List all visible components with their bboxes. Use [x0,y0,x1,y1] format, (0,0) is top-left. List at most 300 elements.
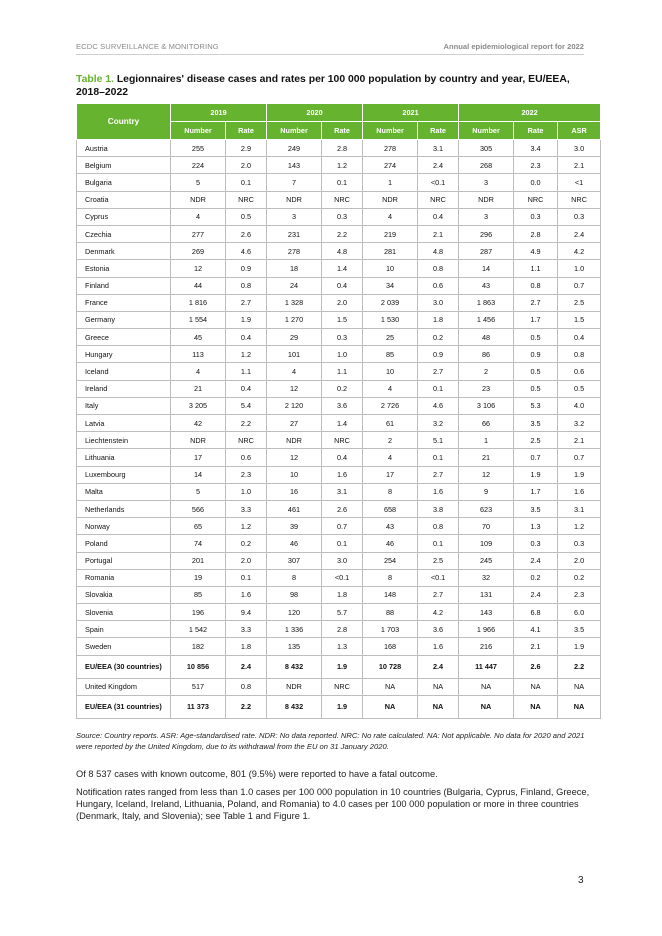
value-cell: 2.4 [514,586,558,603]
country-cell: Slovenia [77,604,171,621]
value-cell: 12 [267,380,322,397]
value-cell: 2.3 [558,586,601,603]
value-cell: 1.9 [322,695,363,718]
value-cell: 1.6 [418,638,459,655]
value-cell: 8 [363,483,418,500]
value-cell: 2.4 [558,225,601,242]
value-cell: <1 [558,174,601,191]
value-cell: 5.7 [322,604,363,621]
value-cell: 1 554 [171,311,226,328]
value-cell: 1 863 [459,294,514,311]
value-cell: 0.6 [418,277,459,294]
country-cell: Romania [77,569,171,586]
value-cell: 1.1 [514,260,558,277]
value-cell: 11 447 [459,655,514,678]
value-cell: 61 [363,415,418,432]
value-cell: 0.4 [322,277,363,294]
header-section-label: ECDC SURVEILLANCE & MONITORING [76,42,219,51]
value-cell: 0.1 [322,535,363,552]
value-cell: 3.0 [558,140,601,157]
value-cell: 4 [363,380,418,397]
value-cell: 1.3 [322,638,363,655]
value-cell: NRC [322,432,363,449]
rate-header: Rate [322,122,363,140]
value-cell: 85 [363,346,418,363]
country-cell: EU/EEA (31 countries) [77,695,171,718]
country-cell: Hungary [77,346,171,363]
table-row [77,586,601,603]
value-cell: 3 205 [171,397,226,414]
value-cell: 1 270 [267,311,322,328]
value-cell: 216 [459,638,514,655]
value-cell: 2 726 [363,397,418,414]
value-cell: 0.8 [226,678,267,695]
country-cell: Iceland [77,363,171,380]
value-cell: 3 [459,174,514,191]
value-cell: 8 [267,569,322,586]
value-cell: 3.4 [514,140,558,157]
value-cell: 461 [267,500,322,517]
table-row [77,329,601,346]
value-cell: 3.0 [418,294,459,311]
table-row [77,140,601,157]
value-cell: 287 [459,243,514,260]
value-cell: 1.6 [418,483,459,500]
table-row [77,380,601,397]
value-cell: 1.8 [322,586,363,603]
value-cell: 2.3 [226,466,267,483]
value-cell: 0.8 [418,518,459,535]
country-cell: Sweden [77,638,171,655]
value-cell: 1.6 [558,483,601,500]
value-cell: 2.2 [322,225,363,242]
value-cell: 2.1 [514,638,558,655]
value-cell: NRC [322,678,363,695]
value-cell: 0.3 [322,329,363,346]
table-title-text: Legionnaires' disease cases and rates per 100 000 population by country and year, EU/EEA, 2018–2022 [76,74,570,98]
value-cell: 1 [459,432,514,449]
value-cell: 1.9 [514,466,558,483]
table-row [77,483,601,500]
value-cell: 2 039 [363,294,418,311]
value-cell: 0.3 [558,535,601,552]
country-cell: Denmark [77,243,171,260]
value-cell: 12 [171,260,226,277]
value-cell: 43 [363,518,418,535]
value-cell: 65 [171,518,226,535]
value-cell: 135 [267,638,322,655]
value-cell: 268 [459,157,514,174]
table-row [77,500,601,517]
value-cell: 85 [171,586,226,603]
table-title-number: Table 1. [76,74,114,85]
value-cell: 1 328 [267,294,322,311]
value-cell: 0.1 [226,569,267,586]
value-cell: 1.2 [322,157,363,174]
value-cell: 8 [363,569,418,586]
table-row [77,621,601,638]
value-cell: 0.5 [558,380,601,397]
asr-header: ASR [558,122,601,140]
table-row [77,346,601,363]
value-cell: 2.4 [514,552,558,569]
table-row [77,604,601,621]
value-cell: 70 [459,518,514,535]
country-cell: Lithuania [77,449,171,466]
table-summary-row [77,695,601,718]
table-row [77,311,601,328]
value-cell: 32 [459,569,514,586]
value-cell: 113 [171,346,226,363]
country-cell: Finland [77,277,171,294]
value-cell: 2.0 [558,552,601,569]
value-cell: 3.1 [418,140,459,157]
value-cell: 46 [363,535,418,552]
value-cell: 148 [363,586,418,603]
country-cell: Malta [77,483,171,500]
value-cell: 0.9 [418,346,459,363]
value-cell: 7 [267,174,322,191]
value-cell: 1.9 [558,466,601,483]
value-cell: 1.7 [514,311,558,328]
value-cell: 3.8 [418,500,459,517]
value-cell: 1.7 [514,483,558,500]
value-cell: 278 [267,243,322,260]
value-cell: 1.4 [322,415,363,432]
value-cell: 1.1 [322,363,363,380]
value-cell: 0.8 [514,277,558,294]
value-cell: 3.1 [558,500,601,517]
value-cell: 4.8 [322,243,363,260]
value-cell: 4.2 [418,604,459,621]
value-cell: 10 [363,260,418,277]
value-cell: 23 [459,380,514,397]
value-cell: 10 [267,466,322,483]
value-cell: 1 816 [171,294,226,311]
value-cell: 245 [459,552,514,569]
value-cell: 1.9 [226,311,267,328]
value-cell: 1.4 [322,260,363,277]
table-row [77,191,601,208]
value-cell: 0.3 [558,208,601,225]
country-cell: Greece [77,329,171,346]
country-cell: United Kingdom [77,678,171,695]
value-cell: 0.6 [558,363,601,380]
value-cell: 1.6 [226,586,267,603]
value-cell: 4.6 [418,397,459,414]
value-cell: 623 [459,500,514,517]
value-cell: 3.2 [558,415,601,432]
table-row [77,466,601,483]
notification-rates-paragraph: Notification rates ranged from less than 1.0 cases per 100 000 population in 10 countries (Bulgaria, Cyprus, Finland, Greece, Hungary, Iceland, Ireland, Lithuania, Poland, and Romania) to 4.0 cases per 100 000 population or more in three countries (Denmark, Italy, and Slovenia); see Table 1 and Figure 1. [76,787,590,822]
value-cell: 0.5 [514,329,558,346]
value-cell: 0.4 [558,329,601,346]
country-cell: Slovakia [77,586,171,603]
value-cell: 0.2 [322,380,363,397]
country-cell: Portugal [77,552,171,569]
country-cell: Germany [77,311,171,328]
value-cell: 46 [267,535,322,552]
value-cell: 1.0 [558,260,601,277]
page-header [76,40,584,55]
year-header-2019: 2019 [171,104,267,122]
value-cell: 1.2 [226,346,267,363]
table-row [77,243,601,260]
value-cell: 5.3 [514,397,558,414]
country-cell: Bulgaria [77,174,171,191]
table-row [77,432,601,449]
value-cell: 34 [363,277,418,294]
value-cell: 2.1 [558,157,601,174]
value-cell: 1.8 [418,311,459,328]
value-cell: 48 [459,329,514,346]
value-cell: 0.8 [558,346,601,363]
year-header-2022: 2022 [459,104,601,122]
value-cell: 14 [171,466,226,483]
value-cell: 182 [171,638,226,655]
value-cell: 2.7 [418,586,459,603]
value-cell: 1.9 [558,638,601,655]
value-cell: <0.1 [418,569,459,586]
value-cell: 18 [267,260,322,277]
value-cell: NA [514,678,558,695]
rate-header: Rate [514,122,558,140]
value-cell: 5.1 [418,432,459,449]
value-cell: 278 [363,140,418,157]
value-cell: NA [363,678,418,695]
value-cell: 6.0 [558,604,601,621]
value-cell: NDR [459,191,514,208]
value-cell: 42 [171,415,226,432]
value-cell: 3.2 [418,415,459,432]
year-header-2020: 2020 [267,104,363,122]
value-cell: NA [558,678,601,695]
table-title [76,73,596,99]
value-cell: 5 [171,174,226,191]
value-cell: 1 530 [363,311,418,328]
value-cell: 0.8 [418,260,459,277]
value-cell: 201 [171,552,226,569]
legionnaires-table [76,103,601,719]
value-cell: 21 [459,449,514,466]
header-report-title: Annual epidemiological report for 2022 [443,42,584,51]
value-cell: 17 [363,466,418,483]
value-cell: 12 [459,466,514,483]
value-cell: 3.0 [322,552,363,569]
value-cell: 196 [171,604,226,621]
value-cell: NA [514,695,558,718]
value-cell: 2.8 [322,140,363,157]
country-cell: Liechtenstein [77,432,171,449]
value-cell: 143 [459,604,514,621]
value-cell: 14 [459,260,514,277]
country-cell: Estonia [77,260,171,277]
value-cell: 2.5 [558,294,601,311]
value-cell: 17 [171,449,226,466]
country-cell: Italy [77,397,171,414]
value-cell: 39 [267,518,322,535]
value-cell: 1 [363,174,418,191]
value-cell: NA [418,678,459,695]
value-cell: 2.9 [226,140,267,157]
value-cell: 2.2 [226,415,267,432]
table-row [77,638,601,655]
value-cell: 255 [171,140,226,157]
value-cell: 3.5 [514,500,558,517]
value-cell: 2.8 [514,225,558,242]
value-cell: 131 [459,586,514,603]
value-cell: 2.4 [418,655,459,678]
value-cell: 1 456 [459,311,514,328]
value-cell: NA [363,695,418,718]
table-row [77,277,601,294]
value-cell: 109 [459,535,514,552]
value-cell: 307 [267,552,322,569]
table-body [77,140,601,719]
value-cell: NDR [171,432,226,449]
value-cell: 0.4 [418,208,459,225]
value-cell: 0.7 [558,449,601,466]
value-cell: 29 [267,329,322,346]
value-cell: 9 [459,483,514,500]
value-cell: 0.4 [226,380,267,397]
value-cell: 43 [459,277,514,294]
value-cell: 2.5 [514,432,558,449]
country-cell: Latvia [77,415,171,432]
value-cell: 269 [171,243,226,260]
table-row [77,260,601,277]
country-cell: Ireland [77,380,171,397]
value-cell: 25 [363,329,418,346]
value-cell: 0.9 [514,346,558,363]
value-cell: 274 [363,157,418,174]
value-cell: 6.8 [514,604,558,621]
table-row [77,174,601,191]
value-cell: 0.5 [514,380,558,397]
value-cell: 2.5 [418,552,459,569]
country-cell: Croatia [77,191,171,208]
number-header: Number [363,122,418,140]
value-cell: 0.1 [226,174,267,191]
value-cell: 2.1 [418,225,459,242]
value-cell: 10 [363,363,418,380]
value-cell: 8 432 [267,695,322,718]
value-cell: 0.5 [514,363,558,380]
value-cell: 0.1 [418,449,459,466]
country-header: Country [77,104,171,140]
value-cell: 2 [459,363,514,380]
country-cell: France [77,294,171,311]
country-cell: Norway [77,518,171,535]
value-cell: 2.4 [418,157,459,174]
value-cell: 44 [171,277,226,294]
value-cell: 4 [171,208,226,225]
value-cell: <0.1 [322,569,363,586]
rate-header: Rate [226,122,267,140]
country-cell: Luxembourg [77,466,171,483]
value-cell: 0.4 [322,449,363,466]
value-cell: 281 [363,243,418,260]
value-cell: 1.2 [226,518,267,535]
value-cell: NDR [363,191,418,208]
value-cell: 2.8 [322,621,363,638]
value-cell: 0.3 [514,535,558,552]
value-cell: 74 [171,535,226,552]
value-cell: 1.5 [558,311,601,328]
value-cell: NDR [267,191,322,208]
value-cell: 1.3 [514,518,558,535]
value-cell: 0.7 [558,277,601,294]
value-cell: 4.6 [226,243,267,260]
value-cell: 0.2 [418,329,459,346]
table-row [77,157,601,174]
value-cell: 3.5 [514,415,558,432]
value-cell: 3.5 [558,621,601,638]
value-cell: 2.7 [226,294,267,311]
value-cell: 0.2 [558,569,601,586]
value-cell: 2.6 [514,655,558,678]
value-cell: 2.0 [322,294,363,311]
country-cell: Czechia [77,225,171,242]
value-cell: 45 [171,329,226,346]
value-cell: 1 542 [171,621,226,638]
value-cell: NDR [171,191,226,208]
value-cell: 2.2 [226,695,267,718]
value-cell: 1.5 [322,311,363,328]
value-cell: 1.0 [322,346,363,363]
value-cell: 120 [267,604,322,621]
value-cell: 254 [363,552,418,569]
value-cell: 219 [363,225,418,242]
value-cell: 2.6 [322,500,363,517]
value-cell: 3.3 [226,500,267,517]
value-cell: NRC [226,432,267,449]
value-cell: 0.8 [226,277,267,294]
value-cell: NRC [514,191,558,208]
value-cell: 4.1 [514,621,558,638]
value-cell: 0.5 [226,208,267,225]
value-cell: 10 728 [363,655,418,678]
value-cell: 66 [459,415,514,432]
rate-header: Rate [418,122,459,140]
value-cell: 658 [363,500,418,517]
number-header: Number [267,122,322,140]
value-cell: 3 [459,208,514,225]
table-row [77,678,601,695]
value-cell: NDR [267,432,322,449]
value-cell: 4 [267,363,322,380]
value-cell: 3.6 [418,621,459,638]
value-cell: 1 336 [267,621,322,638]
value-cell: 566 [171,500,226,517]
country-cell: Belgium [77,157,171,174]
value-cell: 0.2 [226,535,267,552]
value-cell: 5 [171,483,226,500]
page-number: 3 [578,875,584,886]
value-cell: 3.3 [226,621,267,638]
value-cell: 5.4 [226,397,267,414]
value-cell: 9.4 [226,604,267,621]
value-cell: 11 373 [171,695,226,718]
value-cell: NA [418,695,459,718]
value-cell: 4.8 [418,243,459,260]
value-cell: NA [459,678,514,695]
value-cell: 24 [267,277,322,294]
value-cell: 1 703 [363,621,418,638]
table-summary-row [77,655,601,678]
table-row [77,449,601,466]
country-cell: Spain [77,621,171,638]
